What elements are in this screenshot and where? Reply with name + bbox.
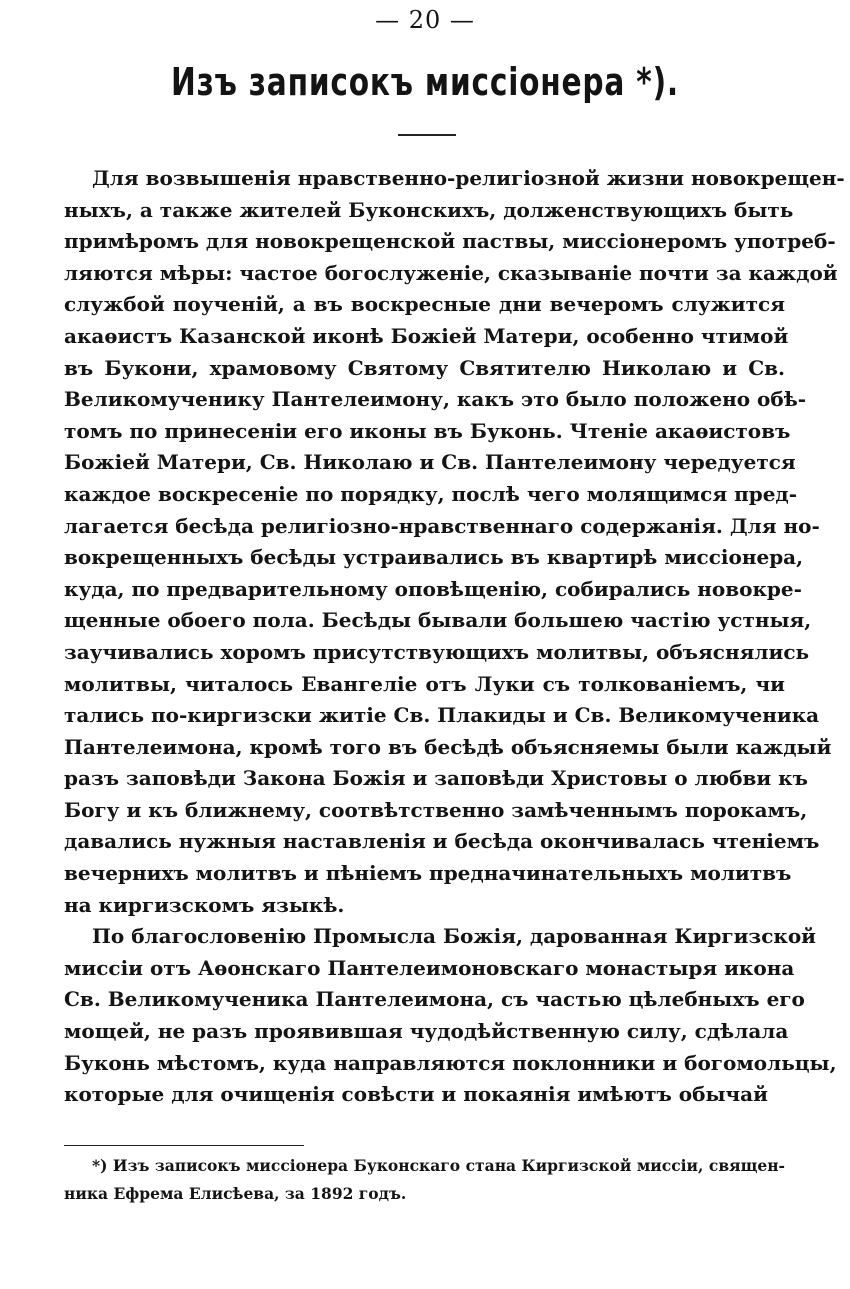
page-number: — 20 — (375, 6, 475, 34)
text-line: заучивались хоромъ присутствующихъ молитвы, объяснялись (64, 639, 810, 664)
text-line: давались нужныя наставленiя и бесѣда окончивалась чтенiемъ (64, 829, 820, 854)
text-line: молитвы, читалось Евангелiе отъ Луки съ толкованiемъ, чи (64, 671, 785, 696)
text-line: Пантелеимона, кромѣ того въ бесѣдѣ объясняемы были каждый (64, 734, 832, 759)
text-line: вечернихъ молитвъ и пѣнiемъ предначинательныхъ молитвъ (64, 861, 792, 886)
title-divider (398, 134, 456, 136)
text-line: разъ заповѣди Закона Божiя и заповѣди Христовы о любви къ (64, 766, 808, 791)
text-line: акаѳистъ Казанской иконѣ Божiей Матери, особенно чтимой (64, 323, 789, 348)
footnote (64, 1152, 785, 1208)
text-line: Великомученику Пантелеимону, какъ это было положено обѣ- (64, 387, 807, 412)
text-line: ляются мѣры: частое богослуженiе, сказыванiе почти за каждой (64, 260, 838, 285)
text-line: лагается бесѣда религiозно-нравственнаго содержанiя. Для но- (64, 513, 820, 538)
text-line: По благословенiю Промысла Божiя, дарованная Киргизской (92, 924, 816, 949)
text-line: мощей, не разъ проявившая чудодѣйственную силу, сдѣлала (64, 1019, 789, 1044)
footnote-line: ника Ефрема Елисѣева, за 1892 годъ. (64, 1184, 407, 1203)
footnote-line: *) Изъ записокъ миссiонера Буконскаго стана Киргизской миссiи, священ- (92, 1156, 785, 1175)
text-line: вокрещенныхъ бесѣды устраивались въ квартирѣ миссiонера, (64, 545, 804, 570)
text-line: на киргизскомъ языкѣ. (64, 892, 345, 917)
text-line: Богу и къ ближнему, соотвѣтственно замѣченнымъ порокамъ, (64, 797, 808, 822)
text-line: Божiей Матери, Св. Николаю и Св. Пантелеимону чередуется (64, 450, 796, 475)
text-line: примѣромъ для новокрещенской паствы, миссiонеромъ употреб- (64, 229, 836, 254)
text-line: которые для очищенiя совѣсти и покаянiя имѣютъ обычай (64, 1082, 768, 1107)
text-line: щенные обоего пола. Бесѣды бывали большею частiю устныя, (64, 608, 812, 633)
article-body (64, 163, 845, 1111)
text-line: въ Букони, храмовому Святому Святителю Николаю и Св. (64, 355, 785, 380)
text-line: Для возвышенiя нравственно-религiозной жизни новокрещен- (92, 166, 845, 190)
text-line: Буконь мѣстомъ, куда направляются поклонники и богомольцы, (64, 1050, 837, 1075)
text-line: каждое воскресенiе по порядку, послѣ чего молящимся пред- (64, 481, 798, 506)
text-line: томъ по принесенiи его иконы въ Буконь. Чтенiе акаѳистовъ (64, 418, 791, 443)
text-line: Св. Великомученика Пантелеимона, съ частью цѣлебныхъ его (64, 987, 805, 1012)
article-title: Изъ записокъ миссiонера *). (171, 60, 679, 104)
text-line: тались по-киргизски житiе Св. Плакиды и Св. Великомученика (64, 703, 820, 728)
text-line: куда, по предварительному оповѣщенiю, собирались новокре- (64, 576, 802, 601)
text-line: службой поученiй, а въ воскресные дни вечеромъ служится (64, 292, 785, 317)
footnote-divider (64, 1145, 304, 1146)
text-line: миссiи отъ Аѳонскаго Пантелеимоновскаго монастыря икона (64, 955, 795, 980)
paragraph (64, 163, 845, 921)
text-line: ныхъ, а также жителей Буконскихъ, долженствующихъ быть (64, 197, 794, 222)
paragraph (64, 921, 837, 1111)
